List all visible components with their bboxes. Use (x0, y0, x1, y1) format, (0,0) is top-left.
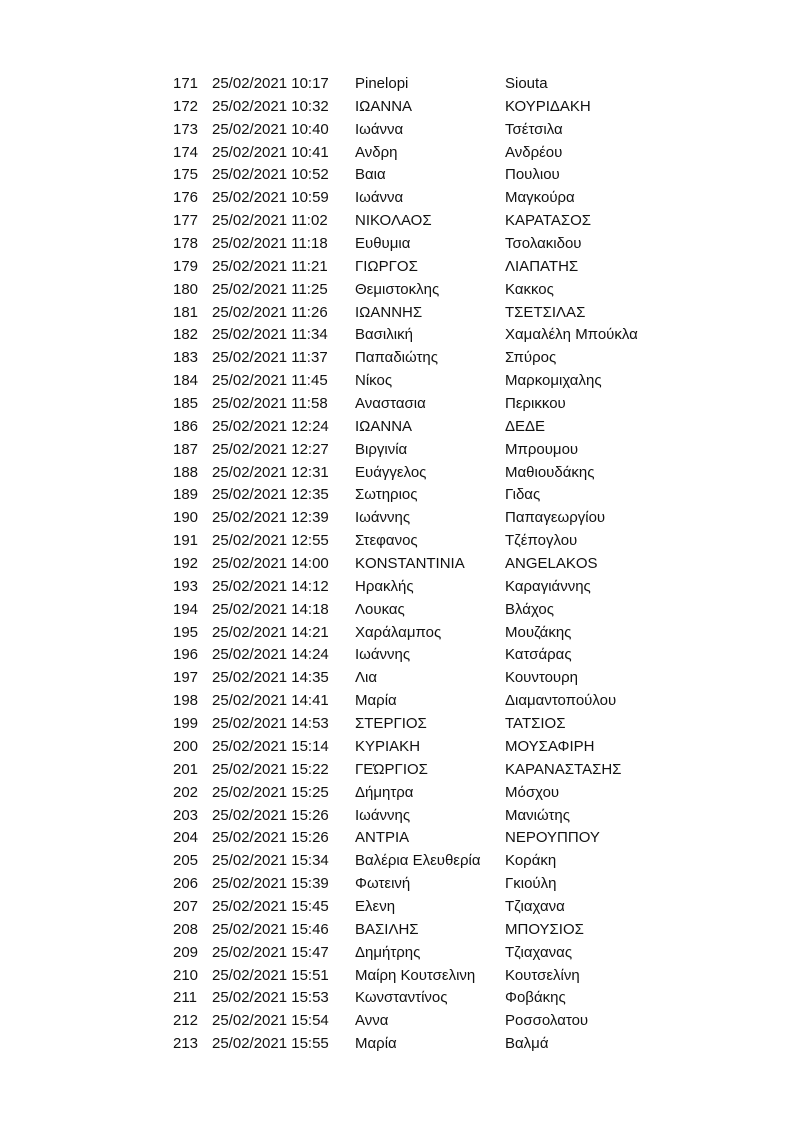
row-last-name: Μαγκούρα (505, 189, 575, 207)
row-number: 197 (173, 669, 199, 687)
row-number: 183 (173, 349, 199, 367)
row-last-name: Κουντουρη (505, 669, 579, 687)
table-row (173, 943, 673, 966)
row-number: 208 (173, 920, 199, 938)
row-number: 207 (173, 897, 199, 915)
table-row (173, 920, 673, 943)
row-last-name: ΛΙΑΠΑΤΗΣ (505, 257, 579, 275)
table-row (173, 485, 673, 508)
row-datetime: 25/02/2021 11:18 (212, 235, 328, 253)
row-last-name: Καραγιάννης (505, 577, 591, 595)
table-row (173, 623, 673, 646)
row-first-name: Βασιλική (355, 326, 413, 344)
row-last-name: ΜΠΟΥΣΙΟΣ (505, 920, 584, 938)
table-row (173, 874, 673, 897)
row-last-name: Πουλιου (505, 166, 560, 184)
row-last-name: Μαρκομιχαλης (505, 372, 602, 390)
table-row (173, 348, 673, 371)
table-row (173, 668, 673, 691)
row-last-name: Διαμαντοπούλου (505, 692, 617, 710)
row-number: 202 (173, 783, 199, 801)
row-last-name: Τσέτσιλα (505, 120, 563, 138)
row-datetime: 25/02/2021 11:25 (212, 280, 328, 298)
row-datetime: 25/02/2021 15:26 (212, 806, 329, 824)
row-datetime: 25/02/2021 11:26 (212, 303, 328, 321)
row-datetime: 25/02/2021 14:24 (212, 646, 329, 664)
row-last-name: Βαλμά (505, 1035, 549, 1053)
table-row (173, 234, 673, 257)
row-last-name: ΚΑΡΑΝΑΣΤΑΣΗΣ (505, 760, 622, 778)
row-datetime: 25/02/2021 14:53 (212, 715, 329, 733)
row-number: 171 (173, 75, 199, 92)
row-number: 179 (173, 257, 199, 275)
row-last-name: Μόσχου (505, 783, 560, 801)
table-row (173, 257, 673, 280)
row-datetime: 25/02/2021 11:34 (212, 326, 328, 344)
row-number: 205 (173, 852, 199, 870)
row-last-name: Σπύρος (505, 349, 557, 367)
row-number: 177 (173, 212, 199, 230)
row-number: 201 (173, 760, 199, 778)
row-first-name: Μαίρη Κουτσελινη (355, 966, 476, 984)
table-row (173, 280, 673, 303)
row-first-name: ΣΤΕΡΓΙΟΣ (355, 715, 427, 733)
table-row (173, 691, 673, 714)
row-number: 176 (173, 189, 199, 207)
row-number: 172 (173, 97, 199, 115)
row-datetime: 25/02/2021 12:27 (212, 440, 329, 458)
row-datetime: 25/02/2021 11:37 (212, 349, 328, 367)
row-number: 182 (173, 326, 199, 344)
row-datetime: 25/02/2021 14:35 (212, 669, 329, 687)
row-datetime: 25/02/2021 12:35 (212, 486, 329, 504)
row-first-name: Ευάγγελος (355, 463, 427, 481)
row-datetime: 25/02/2021 12:24 (212, 417, 329, 435)
table-row (173, 120, 673, 143)
row-last-name: Τζέπογλου (505, 532, 578, 550)
row-last-name: Μαθιουδάκης (505, 463, 595, 481)
table-row (173, 577, 673, 600)
table-row (173, 531, 673, 554)
table-row (173, 554, 673, 577)
row-last-name: Χαμαλέλη Μπούκλα (505, 326, 638, 344)
table-row (173, 508, 673, 531)
row-number: 188 (173, 463, 199, 481)
row-datetime: 25/02/2021 15:14 (212, 737, 329, 755)
row-first-name: Στεφανος (355, 532, 418, 550)
row-last-name: Περικκου (505, 395, 566, 413)
row-last-name: ΤΣΕΤΣΙΛΑΣ (505, 303, 586, 321)
row-datetime: 25/02/2021 10:59 (212, 189, 329, 207)
row-first-name: Θεμιστοκλης (355, 280, 440, 298)
table-row (173, 97, 673, 120)
row-datetime: 25/02/2021 15:54 (212, 1012, 329, 1030)
row-first-name: Ιωάννα (355, 189, 404, 207)
registrations-table (173, 74, 673, 1057)
row-last-name: ΝΕΡΟΥΠΠΟΥ (505, 829, 600, 847)
table-row (173, 371, 673, 394)
table-row (173, 143, 673, 166)
row-first-name: Φωτεινή (355, 875, 411, 893)
row-number: 187 (173, 440, 199, 458)
row-datetime: 25/02/2021 11:45 (212, 372, 328, 390)
row-last-name: Μουζάκης (505, 623, 572, 641)
table-row (173, 851, 673, 874)
row-datetime: 25/02/2021 10:52 (212, 166, 329, 184)
table-row (173, 600, 673, 623)
row-number: 196 (173, 646, 199, 664)
row-number: 192 (173, 555, 199, 573)
row-first-name: ΙΩΑΝΝΑ (355, 97, 413, 115)
row-last-name: Κακκος (505, 280, 554, 298)
table-row (173, 211, 673, 234)
row-datetime: 25/02/2021 11:21 (212, 257, 328, 275)
table-row (173, 74, 673, 97)
row-datetime: 25/02/2021 15:45 (212, 897, 329, 915)
table-row (173, 988, 673, 1011)
row-last-name: ANGELAKOS (505, 555, 598, 573)
row-datetime: 25/02/2021 15:55 (212, 1035, 329, 1053)
row-last-name: Γιδας (505, 486, 541, 504)
row-first-name: Αννα (355, 1012, 389, 1030)
table-row (173, 806, 673, 829)
row-datetime: 25/02/2021 14:00 (212, 555, 329, 573)
table-row (173, 783, 673, 806)
row-number: 186 (173, 417, 199, 435)
row-number: 191 (173, 532, 199, 550)
row-first-name: Κωνσταντίνος (355, 989, 448, 1007)
row-number: 193 (173, 577, 199, 595)
row-last-name: Κοράκη (505, 852, 557, 870)
row-number: 173 (173, 120, 199, 138)
row-number: 178 (173, 235, 199, 253)
row-last-name: Ροσσολατου (505, 1012, 589, 1030)
row-datetime: 25/02/2021 15:39 (212, 875, 329, 893)
row-number: 206 (173, 875, 199, 893)
row-last-name: Γκιούλη (505, 875, 557, 893)
row-number: 174 (173, 143, 199, 161)
row-datetime: 25/02/2021 15:22 (212, 760, 329, 778)
row-first-name: Βαλέρια Ελευθερία (355, 852, 481, 870)
row-last-name: Τσολακιδου (505, 235, 582, 253)
table-row (173, 417, 673, 440)
row-number: 189 (173, 486, 199, 504)
row-number: 184 (173, 372, 199, 390)
row-first-name: Βαια (355, 166, 386, 184)
row-first-name: ΒΑΣΙΛΗΣ (355, 920, 419, 938)
row-first-name: ΓΕΏΡΓΙΟΣ (355, 760, 428, 778)
row-last-name: Μπρουμου (505, 440, 579, 458)
row-datetime: 25/02/2021 15:51 (212, 966, 329, 984)
row-last-name: Φοβάκης (505, 989, 566, 1007)
row-first-name: ΙΩΑΝΝΑ (355, 417, 413, 435)
table-row (173, 737, 673, 760)
row-first-name: Παπαδιώτης (355, 349, 438, 367)
row-first-name: Αναστασια (355, 395, 426, 413)
row-first-name: Λια (355, 669, 378, 687)
row-number: 180 (173, 280, 199, 298)
row-last-name: ΤΑΤΣΙΟΣ (505, 715, 566, 733)
row-last-name: ΚΟΥΡΙΔΑΚΗ (505, 97, 591, 115)
row-number: 210 (173, 966, 199, 984)
row-first-name: Λουκας (355, 600, 405, 618)
row-first-name: ΑΝΤΡΙΑ (355, 829, 410, 847)
table-row (173, 645, 673, 668)
row-number: 175 (173, 166, 199, 184)
row-datetime: 25/02/2021 14:21 (212, 623, 329, 641)
row-datetime: 25/02/2021 15:46 (212, 920, 329, 938)
row-last-name: Παπαγεωργίου (505, 509, 606, 527)
row-number: 190 (173, 509, 199, 527)
row-first-name: Χαράλαμπος (355, 623, 442, 641)
row-last-name: Μανιώτης (505, 806, 570, 824)
row-datetime: 25/02/2021 10:17 (212, 75, 329, 92)
row-first-name: Ιωάννης (355, 509, 411, 527)
row-datetime: 25/02/2021 10:41 (212, 143, 329, 161)
row-last-name: Τζιαχανα (505, 897, 565, 915)
row-first-name: Ηρακλής (355, 577, 414, 595)
row-first-name: Δήμητρα (355, 783, 414, 801)
row-datetime: 25/02/2021 14:18 (212, 600, 329, 618)
table-row (173, 897, 673, 920)
row-last-name: Τζιαχανας (505, 943, 573, 961)
row-datetime: 25/02/2021 15:53 (212, 989, 329, 1007)
row-first-name: Pinelopi (355, 75, 409, 92)
row-first-name: ΙΩΑΝΝΗΣ (355, 303, 423, 321)
row-number: 195 (173, 623, 199, 641)
row-number: 185 (173, 395, 199, 413)
row-last-name: Κατσάρας (505, 646, 572, 664)
row-first-name: ΝΙΚΟΛΑΟΣ (355, 212, 432, 230)
row-last-name: ΔΕΔΕ (505, 417, 546, 435)
row-first-name: Ευθυμια (355, 235, 411, 253)
table-row (173, 714, 673, 737)
row-number: 213 (173, 1035, 199, 1053)
row-first-name: Μαρία (355, 692, 397, 710)
row-datetime: 25/02/2021 10:40 (212, 120, 329, 138)
row-first-name: Βιργινία (355, 440, 408, 458)
table-row (173, 165, 673, 188)
row-datetime: 25/02/2021 11:58 (212, 395, 328, 413)
row-datetime: 25/02/2021 10:32 (212, 97, 329, 115)
row-number: 204 (173, 829, 199, 847)
row-datetime: 25/02/2021 14:41 (212, 692, 329, 710)
row-first-name: ΓΙΩΡΓΟΣ (355, 257, 418, 275)
row-first-name: KONSTANTINIA (355, 555, 465, 573)
table-row (173, 760, 673, 783)
row-number: 194 (173, 600, 199, 618)
table-row (173, 440, 673, 463)
row-last-name: ΜΟΥΣΑΦΙΡΗ (505, 737, 595, 755)
row-first-name: Ελενη (355, 897, 396, 915)
row-first-name: Ιωάννης (355, 806, 411, 824)
row-number: 203 (173, 806, 199, 824)
row-last-name: ΚΑΡΑΤΑΣΟΣ (505, 212, 592, 230)
row-datetime: 25/02/2021 11:02 (212, 212, 328, 230)
table-row (173, 966, 673, 989)
row-datetime: 25/02/2021 14:12 (212, 577, 329, 595)
row-datetime: 25/02/2021 15:25 (212, 783, 329, 801)
table-row (173, 394, 673, 417)
row-first-name: Νίκος (355, 372, 393, 390)
row-first-name: Σωτηριος (355, 486, 418, 504)
row-datetime: 25/02/2021 15:34 (212, 852, 329, 870)
row-last-name: Βλάχος (505, 600, 554, 618)
row-last-name: Siouta (505, 75, 548, 92)
row-number: 212 (173, 1012, 199, 1030)
row-datetime: 25/02/2021 15:47 (212, 943, 329, 961)
row-first-name: Μαρία (355, 1035, 397, 1053)
row-number: 198 (173, 692, 199, 710)
table-row (173, 303, 673, 326)
row-first-name: Ανδρη (355, 143, 398, 161)
row-datetime: 25/02/2021 15:26 (212, 829, 329, 847)
row-datetime: 25/02/2021 12:39 (212, 509, 329, 527)
row-first-name: ΚΥΡΙΑΚΗ (355, 737, 421, 755)
row-first-name: Δημήτρης (355, 943, 421, 961)
table-row (173, 1011, 673, 1034)
table-row (173, 463, 673, 486)
row-number: 211 (173, 989, 197, 1007)
row-number: 200 (173, 737, 199, 755)
row-number: 199 (173, 715, 199, 733)
row-datetime: 25/02/2021 12:31 (212, 463, 329, 481)
row-first-name: Ιωάννα (355, 120, 404, 138)
row-datetime: 25/02/2021 12:55 (212, 532, 329, 550)
row-first-name: Ιωάννης (355, 646, 411, 664)
row-last-name: Κουτσελίνη (505, 966, 580, 984)
table-row (173, 828, 673, 851)
row-number: 181 (173, 303, 199, 321)
row-last-name: Ανδρέου (505, 143, 563, 161)
row-number: 209 (173, 943, 199, 961)
table-row (173, 325, 673, 348)
table-row (173, 1034, 673, 1057)
table-row (173, 188, 673, 211)
